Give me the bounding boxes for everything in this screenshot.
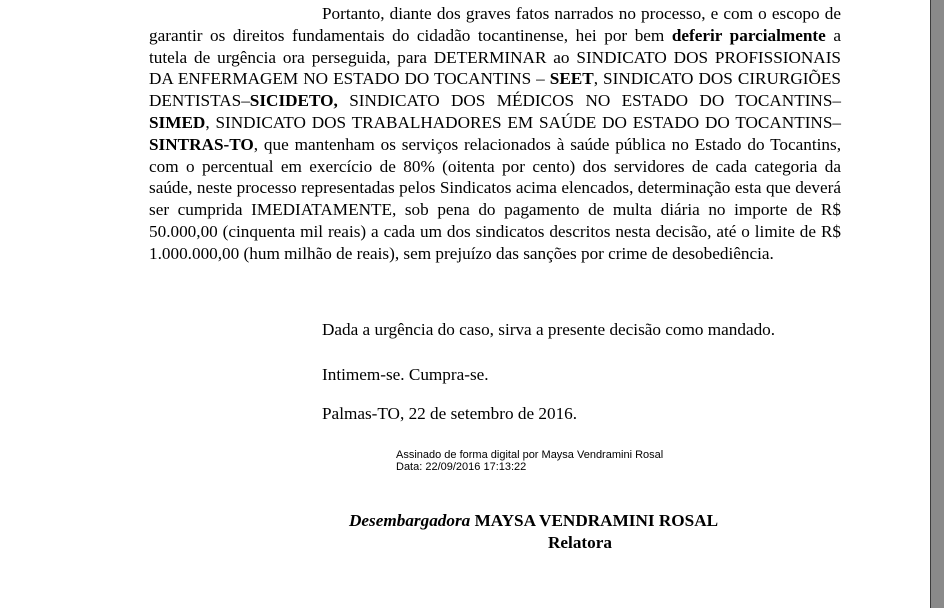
decision-paragraph — [149, 3, 841, 265]
para-text: , SINDICATO DOS CIRURGIÕES DENTISTAS– — [149, 69, 841, 111]
mandate-paragraph: Dada a urgência do caso, sirva a presente decisão como mandado. — [322, 320, 776, 339]
date-place: Palmas-TO, 22 de setembro de 2016. — [322, 404, 578, 423]
bold-text: SIMED — [149, 112, 206, 132]
bold-text: SEET — [549, 69, 594, 89]
intimation-paragraph: Intimem-se. Cumpra-se. — [322, 365, 489, 384]
vertical-scrollbar[interactable] — [931, 0, 944, 608]
signature-date: Data: 22/09/2016 17:13:22 — [396, 461, 527, 473]
digital-signature — [396, 449, 663, 473]
bold-text: deferir parcialmente — [671, 25, 826, 45]
para-text: Portanto, diante dos graves fatos narrados no processo, e com o escopo de garantir os direitos fundamentais do cidadão tocantinense, hei por bem — [149, 4, 841, 45]
signer-title: Desembargadora — [349, 511, 471, 530]
para-text: , SINDICATO DOS TRABALHADORES EM SAÚDE DO ESTADO DO TOCANTINS– — [205, 112, 841, 132]
signer-name-line — [349, 511, 718, 531]
para-text: , que mantenham os serviços relacionados à saúde pública no Estado do Tocantins, com o percentual em exercício de 80% (oitenta por cento) dos servidores de cada categoria da saúde, neste processo representadas pelos Sindicatos acima elencados, determinação esta que deverá ser cumprida IMEDIATAMENTE, sob pena do pagamento de multa diária no importe de R$ 50.000,00 (cinquenta mil reais) a cada um dos sindicatos descritos nesta decisão, até o limite de R$ 1.000.000,00 (hum milhão de reais), sem prejuízo das sanções por crime de desobediência. — [149, 134, 841, 263]
bold-text: SINTRAS-TO — [149, 134, 254, 154]
signer-role: Relatora — [548, 533, 612, 552]
bold-text: SICIDETO, — [249, 91, 338, 111]
signature-line: Assinado de forma digital por Maysa Vendramini Rosal — [396, 449, 664, 461]
para-text: a tutela de urgência ora perseguida, para DETERMINAR ao SINDICATO DOS PROFISSIONAIS DA ENFERMAGEM NO ESTADO DO TOCANTINS – — [149, 25, 841, 89]
signer-name: MAYSA VENDRAMINI ROSAL — [474, 511, 719, 530]
para-text: SINDICATO DOS MÉDICOS NO ESTADO DO TOCANTINS– — [337, 91, 841, 111]
